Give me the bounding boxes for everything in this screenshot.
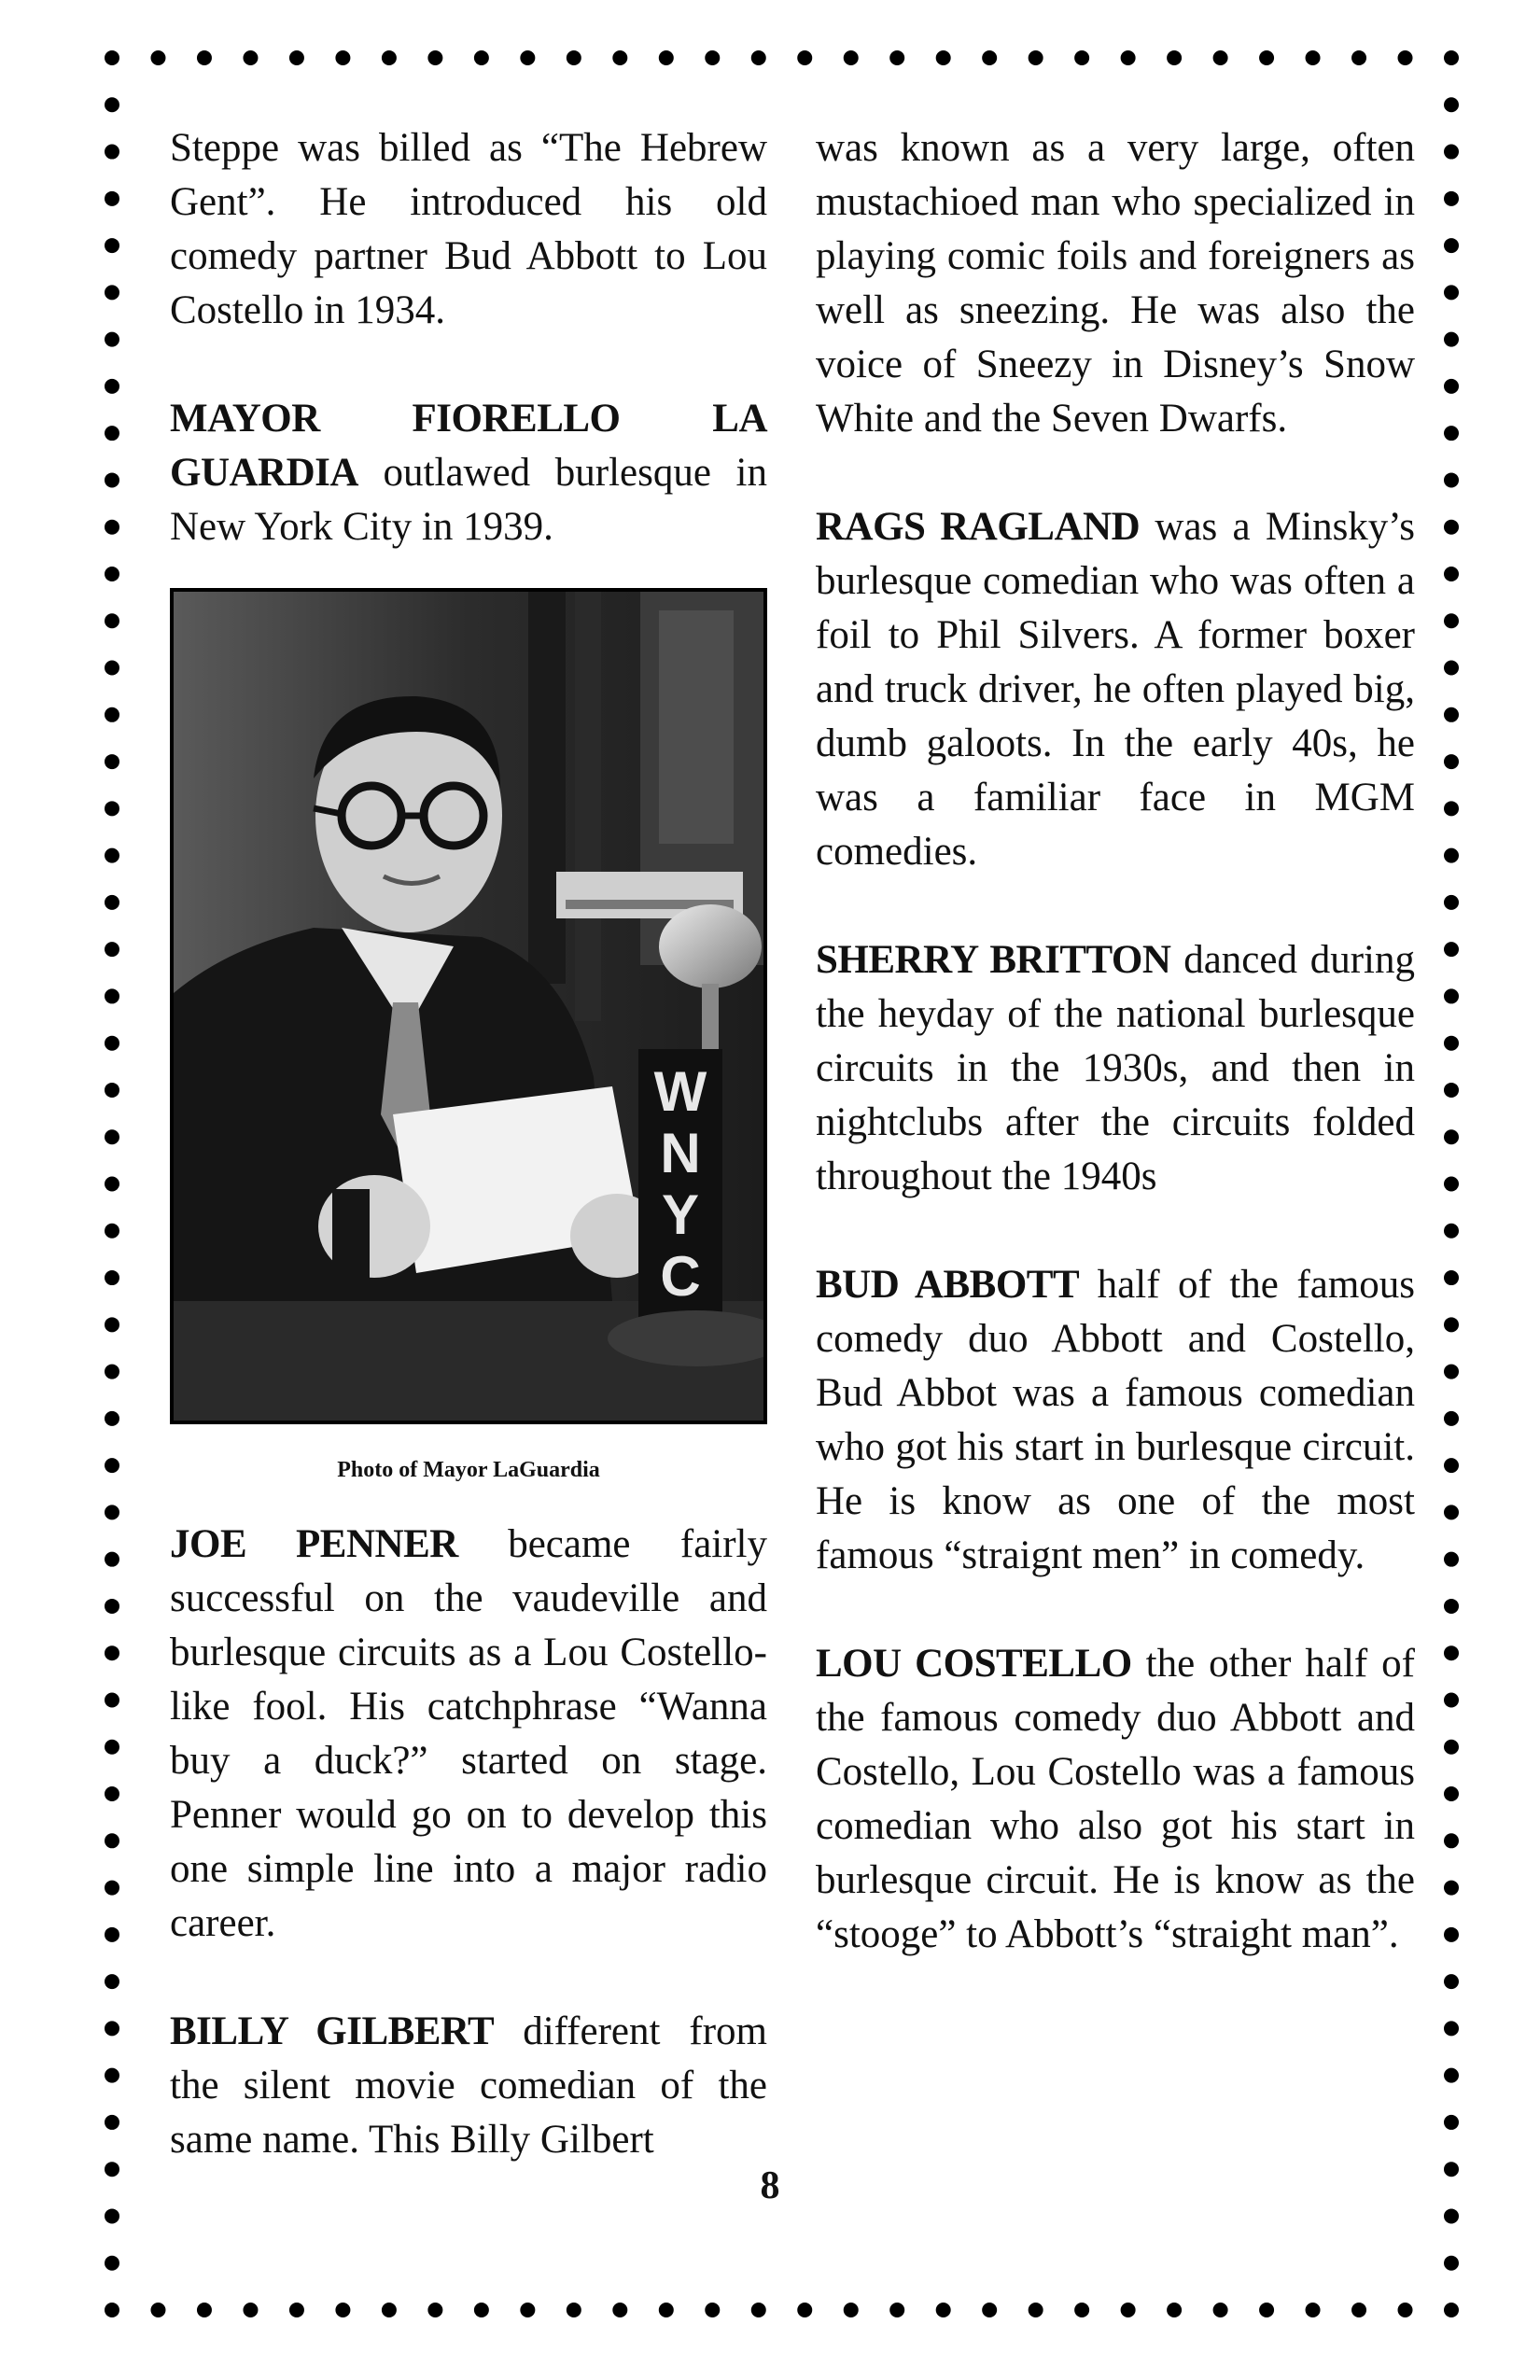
border-dot bbox=[382, 50, 397, 65]
border-dot bbox=[105, 1974, 119, 1989]
border-dot bbox=[1444, 191, 1459, 206]
paragraph-text: half of the famous comedy duo Abbott and Costello, Bud Abbot was a famous comedian who got his start in burlesque circuit. He is know as one of the most famous “straignt men” in comedy. bbox=[816, 1263, 1415, 1577]
border-dot bbox=[105, 50, 119, 65]
wnyc-sign-letter: Y bbox=[661, 1183, 700, 1246]
border-dot bbox=[105, 895, 119, 910]
border-dot bbox=[982, 50, 997, 65]
border-dot bbox=[105, 1317, 119, 1332]
border-dot bbox=[382, 2303, 397, 2317]
border-dot bbox=[1444, 472, 1459, 487]
paragraph-text: became fairly successful on the vaudeville and burlesque circuits as a Lou Costello-like fool. His catchphrase “Wanna buy a duck?” started on stage. Penner would go on to develop this one simple line into a major radio career. bbox=[170, 1522, 767, 1945]
border-dot bbox=[1444, 1740, 1459, 1755]
border-dot bbox=[1444, 1083, 1459, 1098]
border-dot bbox=[150, 50, 165, 65]
border-dot bbox=[197, 50, 212, 65]
border-dot bbox=[1444, 988, 1459, 1003]
border-dot bbox=[105, 379, 119, 394]
border-dot bbox=[1444, 50, 1459, 65]
entry-name: MAYOR FIORELLO LA GUARDIA bbox=[170, 397, 767, 495]
wnyc-sign-letter: N bbox=[660, 1122, 701, 1184]
border-dot bbox=[105, 1552, 119, 1567]
border-dot bbox=[1444, 1129, 1459, 1144]
paragraph-text: was a Minsky’s burlesque comedian who was often a foil to Phil Silvers. A former boxer and truck driver, he often played big, dumb galoots. In the early 40s, he was a familiar face in MGM comedies. bbox=[816, 505, 1415, 874]
paragraph-lou-costello bbox=[816, 1637, 1415, 1962]
border-dot bbox=[105, 2068, 119, 2083]
border-dot bbox=[427, 50, 442, 65]
border-dot bbox=[982, 2303, 997, 2317]
border-dot bbox=[1444, 1786, 1459, 1801]
border-dot bbox=[936, 2303, 951, 2317]
paragraph-la-guardia bbox=[170, 392, 767, 554]
border-dot bbox=[1259, 50, 1274, 65]
border-dot bbox=[105, 848, 119, 863]
border-dot bbox=[889, 2303, 904, 2317]
border-dot bbox=[1444, 1036, 1459, 1051]
border-dot bbox=[797, 2303, 812, 2317]
border-dot bbox=[1167, 50, 1182, 65]
border-dot bbox=[105, 285, 119, 300]
border-dot bbox=[1444, 1177, 1459, 1192]
border-dot bbox=[1444, 895, 1459, 910]
border-dot bbox=[105, 1458, 119, 1473]
border-dot bbox=[105, 707, 119, 722]
border-dot bbox=[1444, 97, 1459, 112]
entry-name: SHERRY BRITTON bbox=[816, 938, 1171, 982]
border-dot bbox=[1213, 50, 1228, 65]
border-dot bbox=[844, 50, 859, 65]
border-dot bbox=[105, 1927, 119, 1942]
border-dot bbox=[659, 50, 674, 65]
border-dot bbox=[567, 50, 581, 65]
border-dot bbox=[1444, 1881, 1459, 1896]
border-dot bbox=[105, 2208, 119, 2223]
border-dot bbox=[1444, 2208, 1459, 2223]
entry-name: LOU COSTELLO bbox=[816, 1642, 1132, 1686]
border-dot bbox=[751, 50, 766, 65]
wnyc-sign-letter: W bbox=[653, 1060, 707, 1123]
border-dot bbox=[335, 2303, 350, 2317]
border-dot bbox=[659, 2303, 674, 2317]
border-dot bbox=[105, 426, 119, 441]
border-dot bbox=[105, 1224, 119, 1239]
paragraph-billy-gilbert bbox=[170, 2005, 767, 2167]
border-dot bbox=[1444, 1270, 1459, 1285]
border-dot bbox=[1444, 707, 1459, 722]
photo-caption: Photo of Mayor LaGuardia bbox=[337, 1458, 600, 1482]
border-dot bbox=[567, 2303, 581, 2317]
border-dot bbox=[335, 50, 350, 65]
border-dot bbox=[520, 2303, 535, 2317]
border-dot bbox=[1444, 567, 1459, 581]
border-dot bbox=[105, 191, 119, 206]
border-dot bbox=[1444, 285, 1459, 300]
border-dot bbox=[1029, 2303, 1043, 2317]
border-dot bbox=[1444, 1411, 1459, 1426]
border-dot bbox=[105, 1270, 119, 1285]
border-dot bbox=[105, 2303, 119, 2317]
border-dot bbox=[1444, 1974, 1459, 1989]
border-dot bbox=[474, 2303, 489, 2317]
paragraph-sherry-britton bbox=[816, 933, 1415, 1204]
photo-mayor-laguardia bbox=[170, 588, 767, 1424]
border-dot bbox=[1444, 754, 1459, 769]
border-dot bbox=[1121, 50, 1136, 65]
border-dot bbox=[1444, 2303, 1459, 2317]
border-dot bbox=[797, 50, 812, 65]
border-dot bbox=[105, 2256, 119, 2271]
border-dot bbox=[105, 567, 119, 581]
border-dot bbox=[1444, 1833, 1459, 1848]
border-dot bbox=[1444, 1599, 1459, 1614]
border-dot bbox=[1351, 50, 1366, 65]
border-dot bbox=[243, 2303, 258, 2317]
border-dot bbox=[1444, 848, 1459, 863]
border-dot bbox=[1444, 942, 1459, 957]
border-dot bbox=[105, 1505, 119, 1519]
border-dot bbox=[1444, 238, 1459, 253]
paragraph-text: outlawed burlesque in New York City in 1939. bbox=[170, 451, 767, 549]
border-dot bbox=[105, 1740, 119, 1755]
entry-name: JOE PENNER bbox=[170, 1522, 458, 1566]
border-dot bbox=[1398, 50, 1413, 65]
border-dot bbox=[1444, 661, 1459, 676]
border-dot bbox=[105, 661, 119, 676]
border-dot bbox=[1029, 50, 1043, 65]
border-dot bbox=[1444, 2021, 1459, 2036]
paragraph-text: was known as a very large, often mustachioed man who specialized in playing comic foils and foreigners as well as sneezing. He was also the voice of Sneezy in Disney’s Snow White and the Seven Dwarfs. bbox=[816, 126, 1415, 441]
paragraph-rags-ragland bbox=[816, 500, 1415, 879]
border-dot bbox=[105, 1177, 119, 1192]
border-dot bbox=[1121, 2303, 1136, 2317]
border-dot bbox=[105, 145, 119, 160]
border-dot bbox=[105, 754, 119, 769]
border-dot bbox=[1444, 2115, 1459, 2130]
border-dot bbox=[1213, 2303, 1228, 2317]
border-dot bbox=[105, 1365, 119, 1379]
paragraph-text: danced during the heyday of the national burlesque circuits in the 1930s, and then in nightclubs after the circuits folded throughout the 1940s bbox=[816, 938, 1415, 1198]
border-dot bbox=[1167, 2303, 1182, 2317]
border-dot bbox=[105, 942, 119, 957]
border-dot bbox=[520, 50, 535, 65]
entry-name: BILLY GILBERT bbox=[170, 2009, 495, 2053]
paragraph-billy-gilbert-continued bbox=[816, 121, 1415, 446]
border-dot bbox=[105, 238, 119, 253]
entry-name: RAGS RAGLAND bbox=[816, 505, 1141, 549]
border-dot bbox=[1306, 2303, 1321, 2317]
border-dot bbox=[105, 1692, 119, 1707]
border-dot bbox=[105, 613, 119, 628]
border-dot bbox=[1259, 2303, 1274, 2317]
border-dot bbox=[105, 1881, 119, 1896]
border-dot bbox=[289, 2303, 304, 2317]
border-dot bbox=[105, 2021, 119, 2036]
border-dot bbox=[427, 2303, 442, 2317]
border-dot bbox=[1444, 2068, 1459, 2083]
border-dot bbox=[1444, 1645, 1459, 1660]
border-dot bbox=[1444, 1692, 1459, 1707]
border-dot bbox=[844, 2303, 859, 2317]
border-dot bbox=[1444, 1927, 1459, 1942]
border-dot bbox=[751, 2303, 766, 2317]
paragraph-text: the other half of the famous comedy duo Abbott and Costello, Lou Costello was a famous comedian who also got his start in burlesque circuit. He is know as the “stooge” to Abbott’s “straight man”. bbox=[816, 1642, 1415, 1956]
border-dot bbox=[936, 50, 951, 65]
entry-name: BUD ABBOTT bbox=[816, 1263, 1080, 1307]
border-dot bbox=[1444, 1224, 1459, 1239]
border-dot bbox=[1444, 520, 1459, 535]
border-dot bbox=[1398, 2303, 1413, 2317]
left-column bbox=[170, 121, 767, 2167]
border-dot bbox=[889, 50, 904, 65]
border-dot bbox=[1444, 801, 1459, 816]
border-dot bbox=[105, 1411, 119, 1426]
border-dot bbox=[105, 988, 119, 1003]
border-dot bbox=[105, 801, 119, 816]
border-dot bbox=[1444, 1552, 1459, 1567]
border-dot bbox=[1444, 379, 1459, 394]
border-dot bbox=[1444, 1365, 1459, 1379]
border-dot bbox=[105, 1599, 119, 1614]
border-dot bbox=[1306, 50, 1321, 65]
photo-illustration bbox=[174, 592, 763, 1421]
border-dot bbox=[474, 50, 489, 65]
border-dot bbox=[105, 1833, 119, 1848]
border-dot bbox=[705, 50, 720, 65]
page-number: 8 bbox=[760, 2164, 780, 2207]
border-dot bbox=[1444, 1505, 1459, 1519]
border-dot bbox=[105, 2115, 119, 2130]
border-dot bbox=[105, 1645, 119, 1660]
border-dot bbox=[1444, 613, 1459, 628]
border-dot bbox=[1444, 145, 1459, 160]
border-dot bbox=[612, 2303, 627, 2317]
paragraph-text: Steppe was billed as “The Hebrew Gent”. He introduced his old comedy partner Bud Abbott to Lou Costello in 1934. bbox=[170, 126, 767, 332]
border-dot bbox=[1074, 2303, 1089, 2317]
border-dot bbox=[1351, 2303, 1366, 2317]
border-dot bbox=[1444, 426, 1459, 441]
right-column bbox=[816, 121, 1415, 1962]
border-dot bbox=[105, 332, 119, 347]
border-dot bbox=[105, 1129, 119, 1144]
border-dot bbox=[105, 1036, 119, 1051]
border-dot bbox=[105, 520, 119, 535]
paragraph-steppe bbox=[170, 121, 767, 338]
border-dot bbox=[1444, 2256, 1459, 2271]
border-dot bbox=[1444, 1458, 1459, 1473]
border-dot bbox=[105, 97, 119, 112]
border-dot bbox=[150, 2303, 165, 2317]
border-dot bbox=[197, 2303, 212, 2317]
paragraph-joe-penner bbox=[170, 1518, 767, 1951]
border-dot bbox=[105, 1083, 119, 1098]
wnyc-sign-letter: C bbox=[660, 1245, 701, 1308]
paragraph-bud-abbott bbox=[816, 1258, 1415, 1583]
border-dot bbox=[1074, 50, 1089, 65]
paragraph-text: different from the silent movie comedian of the same name. This Billy Gilbert bbox=[170, 2009, 767, 2162]
border-dot bbox=[105, 472, 119, 487]
border-dot bbox=[105, 1786, 119, 1801]
border-dot bbox=[289, 50, 304, 65]
border-dot bbox=[705, 2303, 720, 2317]
border-dot bbox=[1444, 1317, 1459, 1332]
border-dot bbox=[243, 50, 258, 65]
border-dot bbox=[1444, 332, 1459, 347]
border-dot bbox=[612, 50, 627, 65]
